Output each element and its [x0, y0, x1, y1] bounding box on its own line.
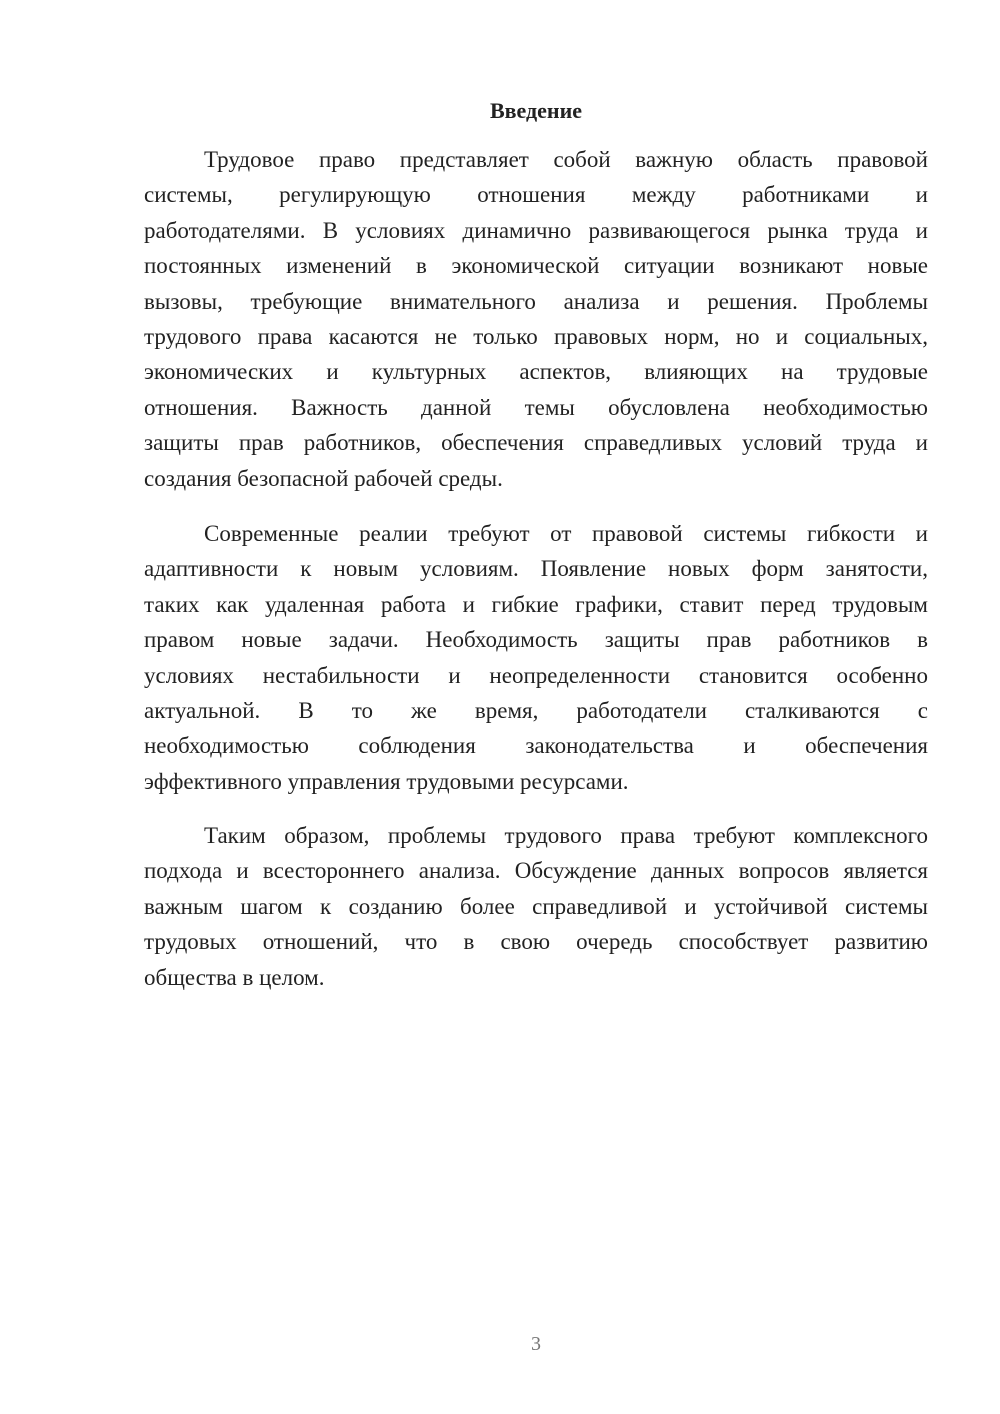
text-line: трудового права касаются не только правовых норм, но и социальных,: [144, 323, 928, 349]
text-line: постоянных изменений в экономической ситуации возникают новые: [144, 253, 928, 279]
text-line: правом новые задачи. Необходимость защиты прав работников в: [144, 627, 928, 653]
text-line: условиях нестабильности и неопределенности становится особенно: [144, 662, 928, 688]
text-line: актуальной. В то же время, работодатели сталкиваются с: [144, 697, 928, 723]
text-line: Трудовое право представляет собой важную область правовой: [204, 147, 928, 172]
text-line: Таким образом, проблемы трудового права требуют комплексного: [204, 823, 928, 848]
text-line: экономических и культурных аспектов, влияющих на трудовые: [144, 359, 928, 385]
text-line: системы, регулирующую отношения между работниками и: [144, 182, 928, 208]
text-line: трудовых отношений, что в свою очередь способствует развитию: [144, 929, 928, 955]
paragraph-3: [144, 818, 928, 995]
text-line: работодателями. В условиях динамично развивающегося рынка труда и: [144, 217, 928, 243]
page-number: 3: [531, 1333, 541, 1355]
text-line: вызовы, требующие внимательного анализа и решения. Проблемы: [144, 288, 928, 314]
paragraph-1: [144, 142, 928, 496]
text-line: таких как удаленная работа и гибкие графики, ставит перед трудовым: [144, 591, 928, 617]
page-title: Введение: [489, 98, 583, 123]
text-line: создания безопасной рабочей среды.: [144, 465, 503, 491]
text-line: отношения. Важность данной темы обусловлена необходимостью: [144, 394, 928, 420]
text-line: эффективного управления трудовыми ресурсами.: [144, 768, 629, 794]
paragraph-2: [144, 516, 928, 799]
text-line: адаптивности к новым условиям. Появление новых форм занятости,: [144, 556, 928, 582]
text-line: подхода и всестороннего анализа. Обсуждение данных вопросов является: [144, 858, 928, 884]
text-line: общества в целом.: [144, 964, 325, 990]
text-line: защиты прав работников, обеспечения справедливых условий труда и: [144, 430, 928, 456]
text-line: Современные реалии требуют от правовой системы гибкости и: [204, 521, 928, 546]
text-line: важным шагом к созданию более справедливой и устойчивой системы: [144, 893, 928, 919]
text-line: необходимостью соблюдения законодательства и обеспечения: [144, 733, 928, 759]
